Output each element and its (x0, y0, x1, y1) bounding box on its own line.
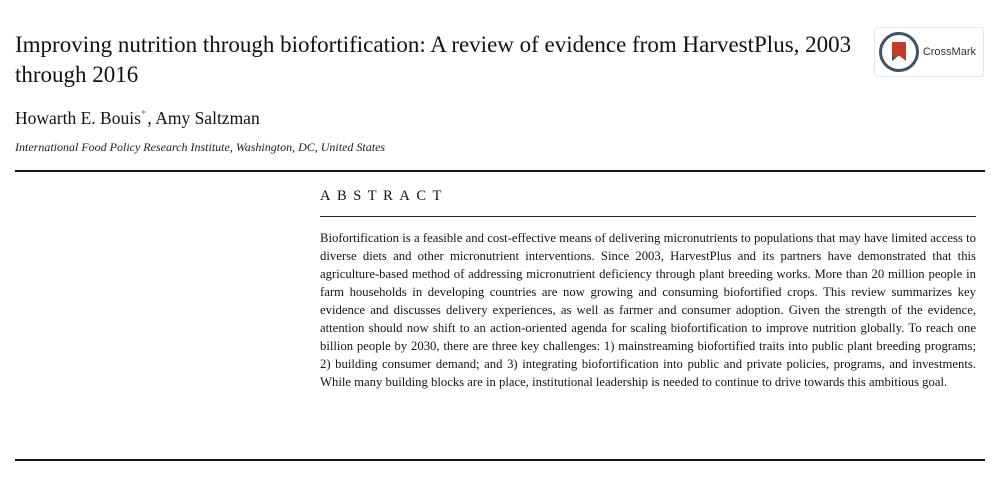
abstract-heading: ABSTRACT (320, 187, 448, 204)
abstract-divider (320, 216, 976, 217)
abstract-section (15, 188, 985, 391)
abstract-column (320, 188, 976, 391)
author-separator: , (147, 107, 156, 128)
crossmark-icon (878, 31, 920, 73)
affiliation: International Food Policy Research Institute, Washington, DC, United States (15, 139, 386, 154)
abstract-text: Biofortification is a feasible and cost-effective means of delivering micronutrients to populations that may have limited access to diverse diets and other micronutrient interventions. Since 2003, HarvestPlus and its partners have demonstrated that this agriculture-based method of addressing micronutrient deficiency through plant breeding works. More than 20 million people in farm households in developing countries are now growing and consuming biofortified crops. This review summarizes key evidence and discusses delivery experiences, as well as farmer and consumer adoption. Given the strength of the evidence, attention should now shift to an action-oriented agenda for scaling biofortification to improve nutrition globally. To reach one billion people by 2030, there are three key challenges: 1) mainstreaming biofortified traits into public plant breeding programs; 2) building consumer demand; and 3) integrating biofortification into public and private policies, programs, and investments. While many building blocks are in place, institutional leadership is needed to continue to drive towards this ambitious goal. (320, 230, 976, 389)
crossmark-label: CrossMark (922, 46, 976, 58)
header-divider (15, 170, 985, 172)
footer-divider (15, 459, 985, 461)
corresponding-author-marker: * (140, 107, 147, 120)
paper-header (15, 30, 985, 155)
paper-title: Improving nutrition through biofortification: A review of evidence from HarvestPlus, 2003 through 2016 (15, 32, 852, 88)
crossmark-badge[interactable] (874, 27, 984, 77)
author-name-1: Howarth E. Bouis (15, 107, 141, 128)
author-line (15, 108, 985, 129)
author-name-2: Amy Saltzman (155, 107, 260, 128)
